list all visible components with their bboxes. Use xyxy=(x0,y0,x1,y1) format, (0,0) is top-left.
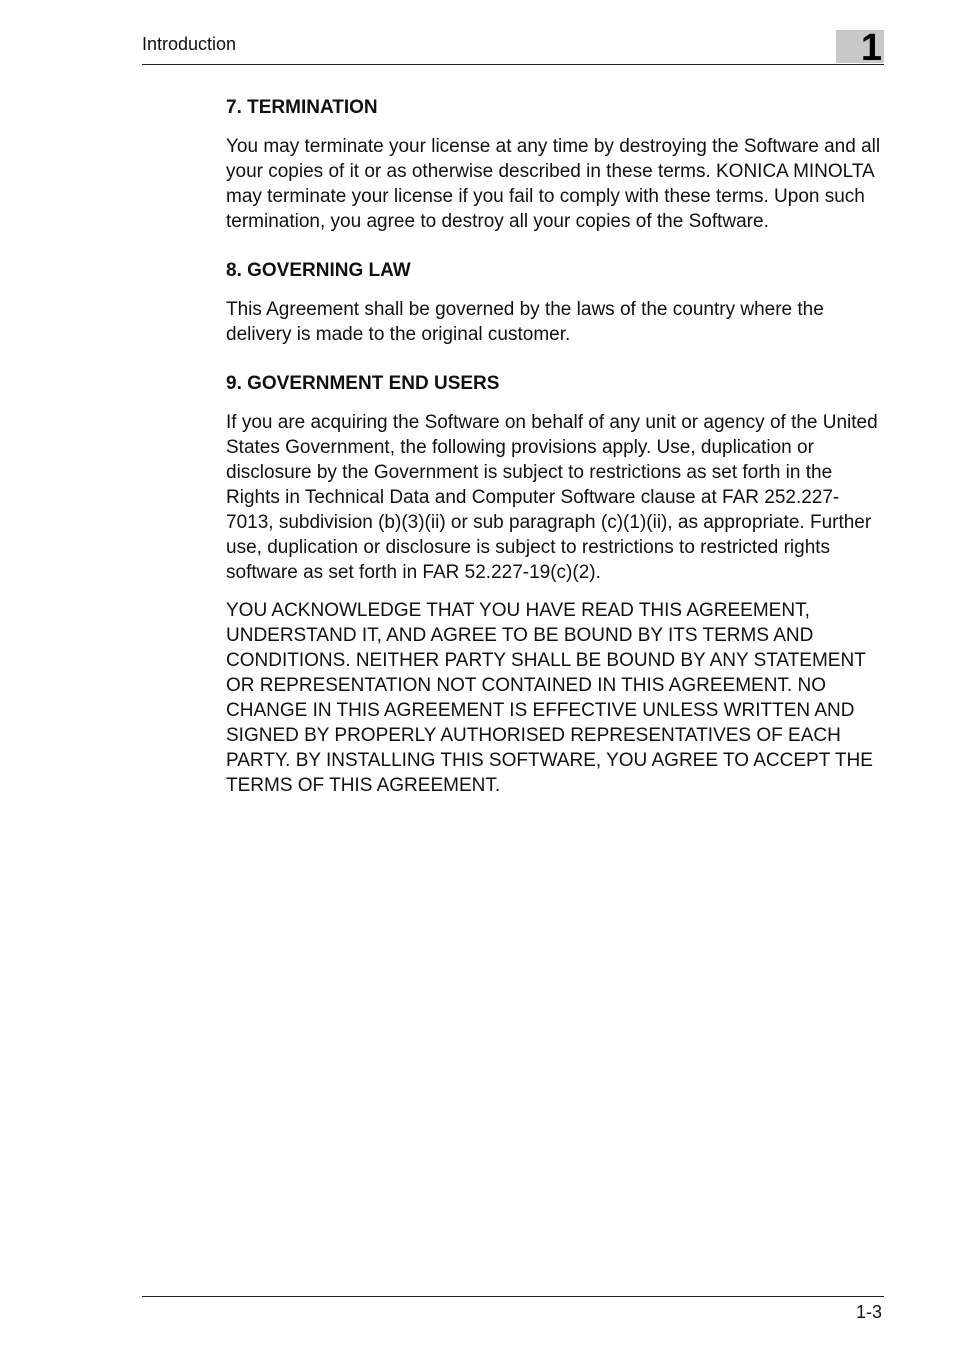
section-governing-law xyxy=(226,259,886,347)
section-heading: 7. TERMINATION xyxy=(226,97,378,118)
section-heading: 9. GOVERNMENT END USERS xyxy=(226,373,500,394)
section-body: You may terminate your license at any time by destroying the Software and all your copies of it or as otherwise described in these terms. KONICA MINOLTA may terminate your license if you fail to comply with these terms. Upon such termination, you agree to destroy all your copies of the Software. xyxy=(226,136,881,232)
section-body: If you are acquiring the Software on behalf of any unit or agency of the United States Government, the following provisions apply. Use, duplication or disclosure by the Government is subject to restrictions as set forth in the Rights in Technical Data and Computer Software clause at FAR 252.227-7013, subdivision (b)(3)(ii) or sub paragraph (c)(1)(ii), as appropriate. Further use, duplication or disclosure is subject to restrictions to restricted rights software as set forth in FAR 52.227-19(c)(2). xyxy=(226,412,878,583)
section-government-end-users xyxy=(226,372,886,585)
page-content xyxy=(226,96,886,823)
footer-divider xyxy=(142,1296,884,1297)
chapter-number: 1 xyxy=(860,27,882,69)
header-title: Introduction xyxy=(142,34,237,54)
section-body: This Agreement shall be governed by the laws of the country where the delivery is made to the original customer. xyxy=(226,299,824,345)
chapter-tab xyxy=(836,27,884,69)
page-number: 1-3 xyxy=(855,1302,882,1322)
section-heading: 8. GOVERNING LAW xyxy=(226,260,411,281)
page-header xyxy=(142,27,884,69)
section-termination xyxy=(226,96,886,234)
acknowledgement-paragraph: YOU ACKNOWLEDGE THAT YOU HAVE READ THIS AGREEMENT, UNDERSTAND IT, AND AGREE TO BE BOUND BY ITS TERMS AND CONDITIONS. NEITHER PARTY SHALL BE BOUND BY ANY STATEMENT OR REPRESENTATION NOT CONTAINED IN THIS AGREEMENT. NO CHANGE IN THIS AGREEMENT IS EFFECTIVE UNLESS WRITTEN AND SIGNED BY PROPERLY AUTHORISED REPRESENTATIVES OF EACH PARTY. BY INSTALLING THIS SOFTWARE, YOU AGREE TO ACCEPT THE TERMS OF THIS AGREEMENT. xyxy=(226,600,873,796)
